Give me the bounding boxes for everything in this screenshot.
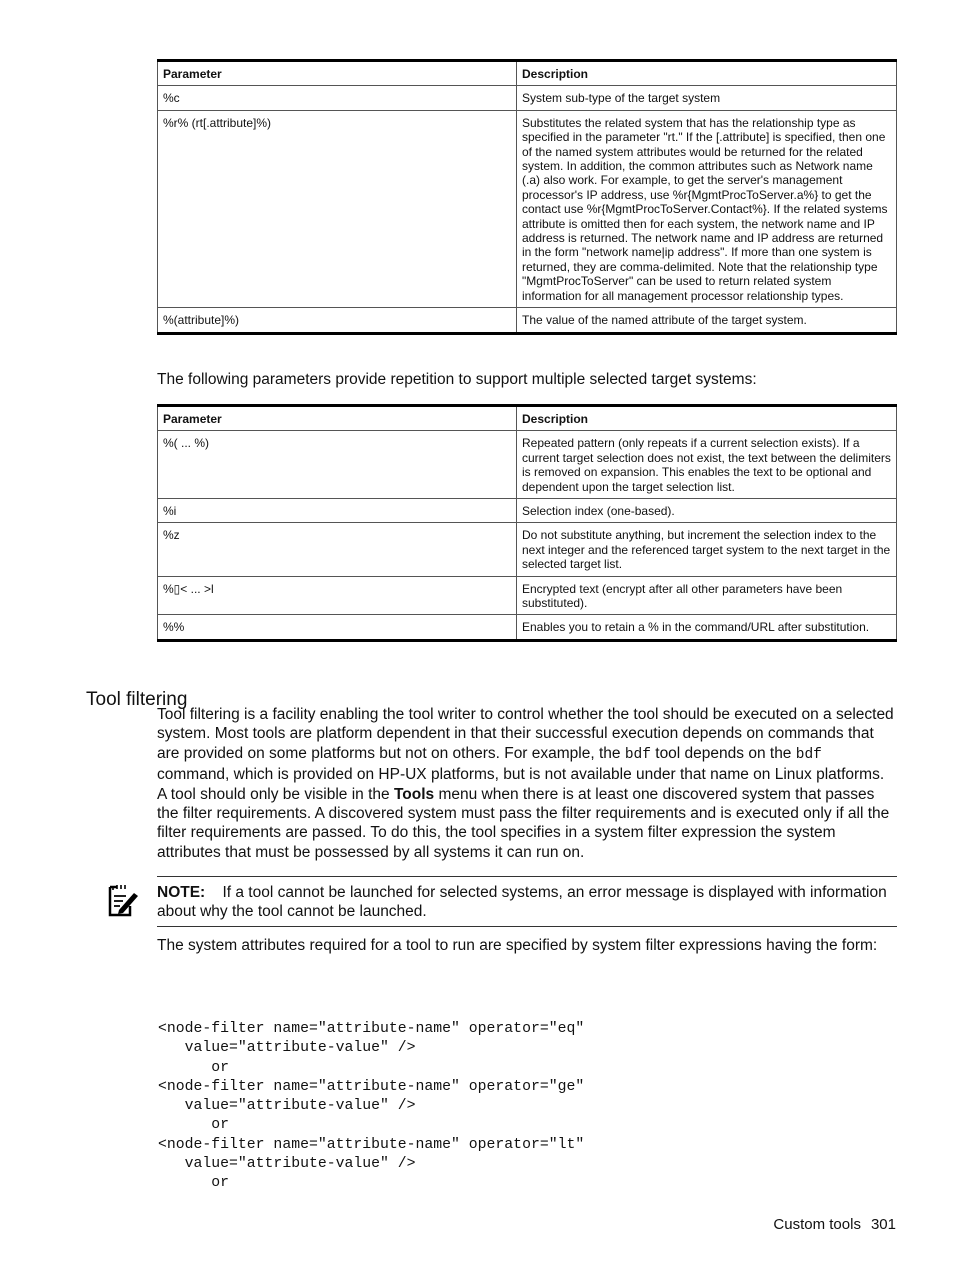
- repetition-intro: The following parameters provide repetition to support multiple selected target systems:: [157, 371, 757, 388]
- inline-code-bdf-command: bdf: [795, 746, 822, 763]
- page-number: 301: [870, 1216, 896, 1233]
- description-cell: Substitutes the related system that has the relationship type as specified in the parameter "rt." If the [.attribute] is specified, then one of the named system attributes would be returned for the related system. In addition, the common attributes such as Network name (.a) also work. For example, to get the server's management processor's IP address, use %r{MgmtProcToServer.a%} to get the contact use %r{MgmtProcToServer.Contact%}. If the related systems attribute is omitted then for each system, the network name and IP address is returned. The network name and IP address are returned in the form "network name|ip address". If more than one system is returned, they are comma-delimited. Note that the relationship type "MgmtProcToServer" can be used to return related system information for all management processor relationship types.: [517, 110, 897, 307]
- parameter-cell: %%: [158, 615, 517, 640]
- column-header-description: Description: [517, 406, 897, 431]
- paragraph-text: command, which is provided on HP-UX platforms, but is not available under that name on Linux platforms. A tool should only be visible in the: [157, 766, 885, 803]
- table-row: [158, 308, 897, 333]
- description-cell: System sub-type of the target system: [517, 86, 897, 110]
- note-top-rule: [157, 876, 897, 877]
- table-row: [158, 431, 897, 499]
- parameters-table-2: [157, 404, 897, 642]
- paragraph-text: menu when there is at least one discovered system that passes the filter requirements. A discovered system must pass the filter requirements and is executed only if all the filter requirements are passed. To do this, the tool specifies in a system filter expression the system attributes that must be possessed by all systems it can run on.: [157, 785, 890, 861]
- description-cell: Repeated pattern (only repeats if a current selection exists). If a current target selection does not exist, the text between the delimiters is removed on expansion. This enables the text to be optional and dependent upon the target selection list.: [517, 431, 897, 499]
- column-header-parameter: Parameter: [158, 406, 517, 431]
- table-row: [158, 576, 897, 615]
- inline-code-bdf: bdf: [624, 746, 651, 763]
- parameter-cell: %c: [158, 86, 517, 110]
- node-filter-code-block: <node-filter name="attribute-name" operator="eq" value="attribute-value" /> or <node-filter name="attribute-name" operator="ge" value="attribute-value" /> or <node-filter name="attribute-name" operator="lt" value="attribute-value" /> or: [158, 1021, 585, 1192]
- column-header-parameter: Parameter: [158, 61, 517, 86]
- paragraph-text: Tool filtering is a facility enabling the tool writer to control whether the tool should be executed on a selected system. Most tools are platform dependent in that their successful execution depends on commands that are provided on some platforms but not on others. For example, the: [157, 706, 894, 762]
- note-text: If a tool cannot be launched for selected systems, an error message is displayed with information about why the tool cannot be launched.: [157, 884, 887, 921]
- parameter-cell: %z: [158, 523, 517, 576]
- parameter-cell: %i: [158, 499, 517, 523]
- filter-form-intro: The system attributes required for a tool to run are specified by system filter expressions having the form:: [157, 937, 878, 954]
- column-header-description: Description: [517, 61, 897, 86]
- description-cell: Selection index (one-based).: [517, 499, 897, 523]
- table-header-row: [158, 406, 897, 431]
- table-row: [158, 86, 897, 110]
- section-heading: Tool filtering: [86, 688, 188, 710]
- table-header-row: [158, 61, 897, 86]
- page-footer: [773, 1215, 896, 1234]
- tool-filtering-paragraph: [157, 705, 897, 862]
- description-cell: Enables you to retain a % in the command/URL after substitution.: [517, 615, 897, 640]
- parameter-cell: %( ... %): [158, 431, 517, 499]
- footer-section-name: Custom tools: [773, 1216, 861, 1233]
- parameter-cell: %r% (rt[.attribute]%): [158, 110, 517, 307]
- paragraph-text: tool depends on the: [650, 744, 796, 762]
- note-bottom-rule: [157, 926, 897, 927]
- note-label: NOTE:: [157, 884, 206, 901]
- note-block: [157, 883, 897, 922]
- table-row: [158, 499, 897, 523]
- description-cell: Do not substitute anything, but increment the selection index to the next integer and the referenced target system to the next target in the selected target list.: [517, 523, 897, 576]
- description-cell: The value of the named attribute of the target system.: [517, 308, 897, 333]
- table-row: [158, 110, 897, 307]
- parameters-table-1: [157, 59, 897, 335]
- description-cell: Encrypted text (encrypt after all other parameters have been substituted).: [517, 576, 897, 615]
- parameter-cell: %(attribute]%): [158, 308, 517, 333]
- table-row: [158, 615, 897, 640]
- parameter-cell: %▯< ... >l: [158, 576, 517, 615]
- table-row: [158, 523, 897, 576]
- tools-menu-label: Tools: [393, 785, 435, 803]
- note-pencil-icon: [107, 884, 139, 918]
